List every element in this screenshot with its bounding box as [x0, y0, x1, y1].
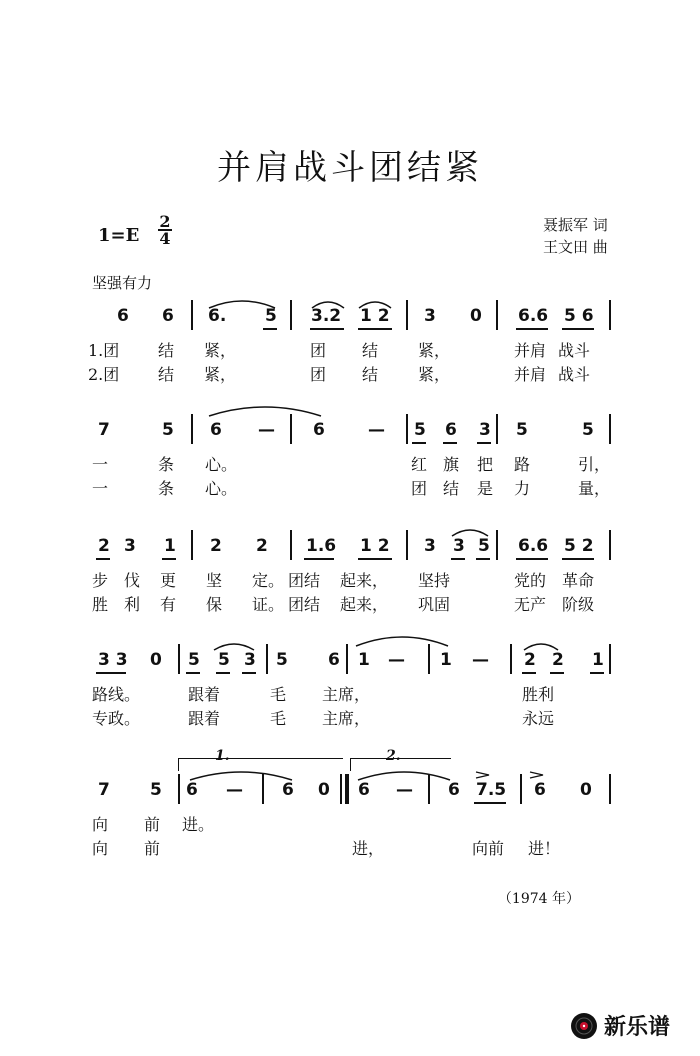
- barline: [290, 300, 292, 330]
- composer-credit: 王文田 曲: [543, 238, 608, 256]
- lyric: 紧，: [418, 365, 451, 384]
- lyric: 更: [160, 571, 177, 590]
- beam-underline: [242, 672, 256, 674]
- song-title: 并肩战斗团结紧: [217, 148, 483, 188]
- note: 6: [448, 780, 460, 800]
- note: 6: [162, 306, 174, 326]
- lyric: 主席，: [322, 685, 371, 704]
- beam-underline: [358, 328, 392, 330]
- time-signature: [158, 214, 172, 246]
- note: 2: [552, 650, 564, 670]
- note: 1: [440, 650, 452, 670]
- note: 6: [186, 780, 198, 800]
- note: 2: [210, 536, 222, 556]
- beam-underline: [263, 328, 277, 330]
- beam-underline: [443, 442, 457, 444]
- beam-underline: [162, 558, 176, 560]
- barline: [428, 644, 430, 674]
- note: 5: [162, 420, 174, 440]
- note: —: [396, 780, 413, 800]
- lyric: 1.团: [88, 341, 120, 360]
- barline: [609, 530, 611, 560]
- lyric: 紧，: [204, 341, 237, 360]
- year-note: （1974 年）: [497, 891, 580, 907]
- beam-underline: [216, 672, 230, 674]
- note: 6: [282, 780, 294, 800]
- tie-1: [205, 402, 325, 418]
- barline: [406, 300, 408, 330]
- lyric: 进。: [182, 815, 215, 834]
- lyric: 向: [92, 839, 109, 858]
- note: 0: [318, 780, 330, 800]
- lyric: 毛: [270, 709, 287, 728]
- lyric: 跟着: [188, 709, 221, 728]
- meter-top: 2: [159, 212, 171, 231]
- lyric: 前: [144, 815, 161, 834]
- lyric: 进！: [528, 839, 561, 858]
- lyric: 条: [158, 455, 175, 474]
- note: 1: [592, 650, 604, 670]
- note: 3: [479, 420, 491, 440]
- note: 1: [358, 650, 370, 670]
- note: 0: [580, 780, 592, 800]
- meter-bottom: 4: [159, 229, 171, 248]
- note: 3 3: [98, 650, 128, 670]
- lyric: 并肩: [514, 365, 547, 384]
- lyric: 条: [158, 479, 175, 498]
- barline: [520, 774, 522, 804]
- note: —: [472, 650, 489, 670]
- note: 1 2: [360, 536, 390, 556]
- beam-underline: [477, 442, 491, 444]
- note: —: [388, 650, 405, 670]
- lyric: 前: [144, 839, 161, 858]
- lyric: 进，: [352, 839, 385, 858]
- note: 2: [98, 536, 110, 556]
- barline: [346, 644, 348, 674]
- lyric: 结: [362, 365, 379, 384]
- note: 2: [524, 650, 536, 670]
- barline: [609, 644, 611, 674]
- lyric: 路线。: [92, 685, 141, 704]
- lyric: 把: [477, 455, 494, 474]
- barline: [609, 300, 611, 330]
- lyric: 专政。: [92, 709, 141, 728]
- tie-2: [352, 632, 452, 648]
- note: 5: [582, 420, 594, 440]
- lyric: 团结: [288, 571, 321, 590]
- barline: [191, 300, 193, 330]
- barline: [496, 530, 498, 560]
- note: 6: [328, 650, 340, 670]
- lyric: 伐: [124, 571, 141, 590]
- note: 6: [117, 306, 129, 326]
- lyric: 心。: [205, 455, 238, 474]
- lyric: 保: [206, 595, 223, 614]
- lyric: 紧，: [204, 365, 237, 384]
- lyric: 团结: [288, 595, 321, 614]
- beam-underline: [304, 558, 334, 560]
- note: 5: [265, 306, 277, 326]
- beam-underline: [590, 672, 604, 674]
- lyric: 战斗: [558, 341, 591, 360]
- lyric: 党的: [514, 571, 547, 590]
- note: 6: [445, 420, 457, 440]
- note: 1.6: [306, 536, 337, 556]
- barline: [191, 414, 193, 444]
- note: 1 2: [360, 306, 390, 326]
- note: 3: [124, 536, 136, 556]
- beam-underline: [516, 328, 548, 330]
- note: 3: [424, 536, 436, 556]
- note: 6: [210, 420, 222, 440]
- note: 5: [276, 650, 288, 670]
- note: 6: [358, 780, 370, 800]
- barline: [406, 530, 408, 560]
- barline: [609, 774, 611, 804]
- lyric: 结: [158, 365, 175, 384]
- lyric: 结: [362, 341, 379, 360]
- site-logo: [570, 1010, 670, 1041]
- note: 0: [470, 306, 482, 326]
- note: 6: [534, 780, 546, 800]
- barline: [340, 774, 342, 804]
- lyric: 2.团: [88, 365, 120, 384]
- beam-underline: [474, 802, 506, 804]
- note: —: [258, 420, 275, 440]
- lyric: 一: [92, 455, 109, 474]
- beam-underline: [562, 328, 594, 330]
- beam-underline: [358, 558, 392, 560]
- lyric: 有: [160, 595, 177, 614]
- barline: [266, 644, 268, 674]
- lyric: 紧，: [418, 341, 451, 360]
- note: 1: [164, 536, 176, 556]
- beam-underline: [516, 558, 548, 560]
- barline: [496, 414, 498, 444]
- note: 7.5: [476, 780, 507, 800]
- key-signature: 1=E: [98, 225, 140, 246]
- tempo-marking: 坚强有力: [92, 274, 153, 292]
- lyric: 毛: [270, 685, 287, 704]
- lyric: 证。: [252, 595, 285, 614]
- beam-underline: [451, 558, 465, 560]
- lyric: 结: [443, 479, 460, 498]
- note: 7: [98, 780, 110, 800]
- barline: [290, 414, 292, 444]
- note: 7: [98, 420, 110, 440]
- lyric: 主席，: [322, 709, 371, 728]
- note: 3.2: [311, 306, 342, 326]
- lyric: 团: [310, 365, 327, 384]
- barline: [496, 300, 498, 330]
- barline: [510, 644, 512, 674]
- lyric: 引，: [578, 455, 611, 474]
- lyric: 无产: [514, 595, 547, 614]
- lyric: 并肩: [514, 341, 547, 360]
- beam-underline: [186, 672, 200, 674]
- lyric: 红: [411, 455, 428, 474]
- barline: [345, 774, 349, 804]
- beam-underline: [412, 442, 426, 444]
- lyric: 路: [514, 455, 531, 474]
- logo-text: 新乐谱: [604, 1015, 671, 1040]
- barline: [191, 530, 193, 560]
- note: 5: [150, 780, 162, 800]
- lyric: 胜利: [522, 685, 555, 704]
- lyric: 利: [124, 595, 141, 614]
- lyric: 跟着: [188, 685, 221, 704]
- beam-underline: [96, 672, 126, 674]
- beam-underline: [550, 672, 564, 674]
- barline: [178, 774, 180, 804]
- note: 5: [218, 650, 230, 670]
- note: 6.: [208, 306, 227, 326]
- lyric: 永远: [522, 709, 555, 728]
- barline: [178, 644, 180, 674]
- barline: [609, 414, 611, 444]
- lyric: 心。: [205, 479, 238, 498]
- note: 3: [453, 536, 465, 556]
- beam-underline: [562, 558, 594, 560]
- lyric: 战斗: [558, 365, 591, 384]
- lyric: 向: [92, 815, 109, 834]
- accent-2: [528, 770, 546, 780]
- beam-underline: [522, 672, 536, 674]
- lyric: 量，: [578, 479, 611, 498]
- note: 6.6: [518, 536, 549, 556]
- note: 5: [188, 650, 200, 670]
- note: 3: [244, 650, 256, 670]
- lyric: 是: [477, 479, 494, 498]
- note: 6.6: [518, 306, 549, 326]
- lyric: 力: [514, 479, 531, 498]
- note: 3: [424, 306, 436, 326]
- lyric: 步: [92, 571, 109, 590]
- lyric: 起来，: [340, 571, 389, 590]
- lyric: 坚持: [418, 571, 451, 590]
- beam-underline: [476, 558, 490, 560]
- lyric: 团: [310, 341, 327, 360]
- volta-1-label: 1.: [215, 748, 230, 764]
- lyric: 巩固: [418, 595, 451, 614]
- lyric: 胜: [92, 595, 109, 614]
- note: 5 6: [564, 306, 594, 326]
- note: 5: [414, 420, 426, 440]
- lyric: 向前: [472, 839, 505, 858]
- beam-underline: [310, 328, 344, 330]
- lyric: 结: [158, 341, 175, 360]
- lyric: 团: [411, 479, 428, 498]
- lyric: 定。: [252, 571, 285, 590]
- beam-underline: [96, 558, 110, 560]
- lyric: 坚: [206, 571, 223, 590]
- lyric: 一: [92, 479, 109, 498]
- note: 5: [478, 536, 490, 556]
- lyric: 阶级: [562, 595, 595, 614]
- lyricist-credit: 聂振军 词: [543, 216, 608, 234]
- barline: [406, 414, 408, 444]
- accent-1: [474, 770, 492, 780]
- lyric: 旗: [443, 455, 460, 474]
- note: 5 2: [564, 536, 594, 556]
- barline: [290, 530, 292, 560]
- note: 5: [516, 420, 528, 440]
- record-icon: [570, 1012, 598, 1040]
- lyric: 起来，: [340, 595, 389, 614]
- lyric: 革命: [562, 571, 595, 590]
- volta-2-label: 2.: [386, 748, 401, 764]
- note: 6: [313, 420, 325, 440]
- note: —: [368, 420, 385, 440]
- note: —: [226, 780, 243, 800]
- note: 2: [256, 536, 268, 556]
- note: 0: [150, 650, 162, 670]
